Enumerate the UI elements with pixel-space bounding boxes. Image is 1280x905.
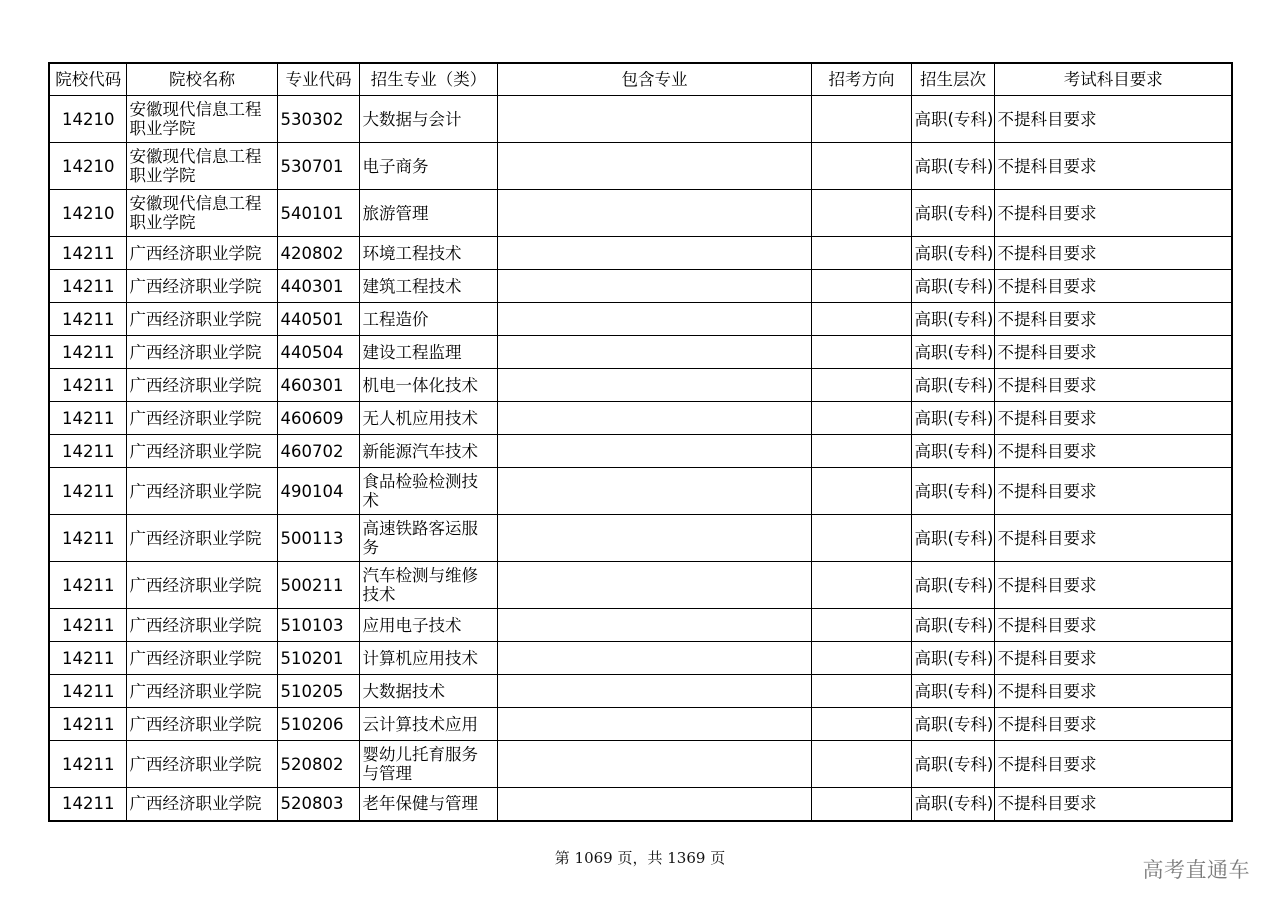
school-name-cell <box>126 237 277 270</box>
watermark-text: 高考直通车 <box>1142 858 1250 882</box>
school-name-text: 广西经济职业学院 <box>129 276 262 296</box>
major-name-cell <box>359 402 497 435</box>
major-name-text: 大数据技术 <box>362 681 445 701</box>
school-code-cell: 14211 <box>49 562 126 609</box>
major-name-text: 老年保健与管理 <box>362 794 478 814</box>
school-name-cell <box>126 336 277 369</box>
enrollment-direction-cell <box>811 642 911 675</box>
school-code-cell: 14211 <box>49 609 126 642</box>
included-majors-cell <box>497 675 811 708</box>
major-name-text: 新能源汽车技术 <box>362 441 478 461</box>
included-majors-cell <box>497 369 811 402</box>
major-code-cell: 460301 <box>277 369 359 402</box>
major-code-cell: 530701 <box>277 143 359 190</box>
level-cell: 高职(专科) <box>911 675 994 708</box>
enrollment-direction-cell <box>811 562 911 609</box>
exam-requirement-cell: 不提科目要求 <box>994 402 1232 435</box>
header-row <box>49 63 1232 96</box>
school-code-cell: 14211 <box>49 788 126 821</box>
level-cell: 高职(专科) <box>911 143 994 190</box>
school-name-cell <box>126 190 277 237</box>
enrollment-direction-cell <box>811 143 911 190</box>
exam-requirement-cell: 不提科目要求 <box>994 143 1232 190</box>
level-cell: 高职(专科) <box>911 190 994 237</box>
major-name-text: 云计算技术应用 <box>362 714 478 734</box>
included-majors-cell <box>497 190 811 237</box>
school-code-cell: 14211 <box>49 741 126 788</box>
included-majors-cell <box>497 562 811 609</box>
level-cell: 高职(专科) <box>911 237 994 270</box>
table-row <box>49 708 1232 741</box>
table-row <box>49 270 1232 303</box>
school-name-cell <box>126 96 277 143</box>
major-name-cell <box>359 303 497 336</box>
level-cell: 高职(专科) <box>911 96 994 143</box>
major-name-cell <box>359 609 497 642</box>
school-name-text: 广西经济职业学院 <box>129 754 262 774</box>
enrollment-direction-cell <box>811 270 911 303</box>
exam-requirement-cell: 不提科目要求 <box>994 708 1232 741</box>
school-code-cell: 14211 <box>49 402 126 435</box>
major-name-cell <box>359 708 497 741</box>
exam-requirement-cell: 不提科目要求 <box>994 237 1232 270</box>
included-majors-cell <box>497 741 811 788</box>
major-name-cell <box>359 435 497 468</box>
enrollment-direction-cell <box>811 609 911 642</box>
school-code-cell: 14211 <box>49 237 126 270</box>
enrollment-direction-cell <box>811 515 911 562</box>
major-name-cell <box>359 336 497 369</box>
exam-requirement-cell: 不提科目要求 <box>994 270 1232 303</box>
school-name-text: 广西经济职业学院 <box>129 681 262 701</box>
table-row <box>49 303 1232 336</box>
major-code-cell: 440301 <box>277 270 359 303</box>
enrollment-direction-cell <box>811 741 911 788</box>
school-name-cell <box>126 741 277 788</box>
major-code-cell: 520803 <box>277 788 359 821</box>
enrollment-direction-cell <box>811 369 911 402</box>
table-row <box>49 468 1232 515</box>
major-code-cell: 530302 <box>277 96 359 143</box>
included-majors-cell <box>497 143 811 190</box>
exam-requirement-cell: 不提科目要求 <box>994 369 1232 402</box>
enrollment-direction-cell <box>811 336 911 369</box>
major-code-cell: 500113 <box>277 515 359 562</box>
table-row <box>49 788 1232 821</box>
school-code-cell: 14211 <box>49 708 126 741</box>
enrollment-direction-cell <box>811 402 911 435</box>
school-name-text: 广西经济职业学院 <box>129 648 262 668</box>
major-name-cell <box>359 562 497 609</box>
enrollment-direction-cell <box>811 190 911 237</box>
school-name-cell <box>126 143 277 190</box>
major-name-text: 机电一体化技术 <box>362 375 478 395</box>
school-code-cell: 14210 <box>49 143 126 190</box>
school-code-cell: 14211 <box>49 270 126 303</box>
major-name-cell <box>359 190 497 237</box>
major-code-cell: 510103 <box>277 609 359 642</box>
level-cell: 高职(专科) <box>911 402 994 435</box>
school-name-text: 广西经济职业学院 <box>129 441 262 461</box>
exam-requirement-cell: 不提科目要求 <box>994 642 1232 675</box>
major-name-cell <box>359 237 497 270</box>
school-name-text: 广西经济职业学院 <box>129 528 262 548</box>
major-name-cell <box>359 96 497 143</box>
included-majors-cell <box>497 642 811 675</box>
included-majors-header: 包含专业 <box>497 63 811 96</box>
enrollment-direction-cell <box>811 468 911 515</box>
exam-requirement-cell: 不提科目要求 <box>994 741 1232 788</box>
school-name-cell <box>126 369 277 402</box>
school-name-text: 广西经济职业学院 <box>129 714 262 734</box>
school-code-cell: 14211 <box>49 303 126 336</box>
school-name-text: 广西经济职业学院 <box>129 615 262 635</box>
level-cell: 高职(专科) <box>911 708 994 741</box>
school-name-cell <box>126 788 277 821</box>
exam-requirement-cell: 不提科目要求 <box>994 190 1232 237</box>
school-name-text: 安徽现代信息工程职业学院 <box>129 194 262 232</box>
major-name-text: 大数据与会计 <box>362 109 462 129</box>
included-majors-cell <box>497 515 811 562</box>
major-code-cell: 500211 <box>277 562 359 609</box>
major-code-cell: 490104 <box>277 468 359 515</box>
table-row <box>49 435 1232 468</box>
major-name-cell <box>359 468 497 515</box>
enrollment-direction-cell <box>811 675 911 708</box>
school-code-header: 院校代码 <box>49 63 126 96</box>
school-name-cell <box>126 609 277 642</box>
included-majors-cell <box>497 303 811 336</box>
major-name-text: 无人机应用技术 <box>362 408 478 428</box>
level-cell: 高职(专科) <box>911 515 994 562</box>
major-name-cell <box>359 515 497 562</box>
school-name-text: 广西经济职业学院 <box>129 408 262 428</box>
included-majors-cell <box>497 336 811 369</box>
major-code-header: 专业代码 <box>277 63 359 96</box>
exam-requirement-cell: 不提科目要求 <box>994 336 1232 369</box>
enrollment-direction-cell <box>811 96 911 143</box>
school-code-cell: 14211 <box>49 369 126 402</box>
table-row <box>49 143 1232 190</box>
major-name-text: 建设工程监理 <box>362 342 462 362</box>
exam-requirement-cell: 不提科目要求 <box>994 675 1232 708</box>
major-code-cell: 420802 <box>277 237 359 270</box>
enrollment-direction-cell <box>811 303 911 336</box>
exam-requirement-cell: 不提科目要求 <box>994 303 1232 336</box>
exam-requirement-cell: 不提科目要求 <box>994 96 1232 143</box>
school-name-text: 广西经济职业学院 <box>129 309 262 329</box>
level-cell: 高职(专科) <box>911 788 994 821</box>
level-cell: 高职(专科) <box>911 468 994 515</box>
level-cell: 高职(专科) <box>911 270 994 303</box>
major-name-cell <box>359 369 497 402</box>
major-name-text: 食品检验检测技术 <box>362 472 478 510</box>
major-name-cell <box>359 143 497 190</box>
exam-requirement-cell: 不提科目要求 <box>994 515 1232 562</box>
school-name-text: 广西经济职业学院 <box>129 481 262 501</box>
exam-requirement-cell: 不提科目要求 <box>994 562 1232 609</box>
major-name-text: 旅游管理 <box>362 203 429 223</box>
major-name-text: 应用电子技术 <box>362 615 462 635</box>
major-name-text: 汽车检测与维修技术 <box>362 566 478 604</box>
major-name-text: 电子商务 <box>362 156 429 176</box>
table-row <box>49 515 1232 562</box>
exam-requirement-cell: 不提科目要求 <box>994 788 1232 821</box>
level-cell: 高职(专科) <box>911 609 994 642</box>
major-name-text: 高速铁路客运服务 <box>362 519 478 557</box>
table-header <box>49 63 1232 96</box>
major-code-cell: 460702 <box>277 435 359 468</box>
school-name-cell <box>126 402 277 435</box>
school-name-cell <box>126 468 277 515</box>
major-name-cell <box>359 270 497 303</box>
included-majors-cell <box>497 788 811 821</box>
table-row <box>49 609 1232 642</box>
table-row <box>49 642 1232 675</box>
school-code-cell: 14211 <box>49 642 126 675</box>
level-cell: 高职(专科) <box>911 303 994 336</box>
major-name-header: 招生专业（类） <box>359 63 497 96</box>
school-name-cell <box>126 515 277 562</box>
level-cell: 高职(专科) <box>911 435 994 468</box>
major-name-cell <box>359 741 497 788</box>
level-cell: 高职(专科) <box>911 369 994 402</box>
major-name-cell <box>359 642 497 675</box>
major-code-cell: 440501 <box>277 303 359 336</box>
major-name-cell <box>359 675 497 708</box>
school-code-cell: 14211 <box>49 675 126 708</box>
major-name-text: 工程造价 <box>362 309 429 329</box>
school-code-cell: 14211 <box>49 336 126 369</box>
exam-requirement-cell: 不提科目要求 <box>994 468 1232 515</box>
major-code-cell: 510205 <box>277 675 359 708</box>
table-row <box>49 96 1232 143</box>
table-body <box>49 96 1232 821</box>
table-row <box>49 402 1232 435</box>
major-code-cell: 540101 <box>277 190 359 237</box>
school-code-cell: 14211 <box>49 435 126 468</box>
major-code-cell: 510206 <box>277 708 359 741</box>
major-code-cell: 440504 <box>277 336 359 369</box>
enrollment-direction-cell <box>811 237 911 270</box>
included-majors-cell <box>497 708 811 741</box>
table-row <box>49 369 1232 402</box>
page-number-footer: 第 1069 页，共 1369 页 <box>554 849 726 867</box>
included-majors-cell <box>497 96 811 143</box>
major-name-text: 计算机应用技术 <box>362 648 478 668</box>
school-name-cell <box>126 562 277 609</box>
school-code-cell: 14211 <box>49 515 126 562</box>
included-majors-cell <box>497 270 811 303</box>
school-name-cell <box>126 270 277 303</box>
school-name-text: 广西经济职业学院 <box>129 342 262 362</box>
major-code-cell: 460609 <box>277 402 359 435</box>
level-cell: 高职(专科) <box>911 741 994 788</box>
school-name-text: 广西经济职业学院 <box>129 375 262 395</box>
school-name-header: 院校名称 <box>126 63 277 96</box>
school-name-text: 广西经济职业学院 <box>129 243 262 263</box>
major-name-cell <box>359 788 497 821</box>
major-name-text: 建筑工程技术 <box>362 276 462 296</box>
enrollment-plan-table <box>48 62 1233 822</box>
school-name-cell <box>126 675 277 708</box>
enrollment-direction-cell <box>811 708 911 741</box>
included-majors-cell <box>497 609 811 642</box>
major-code-cell: 510201 <box>277 642 359 675</box>
school-name-text: 安徽现代信息工程职业学院 <box>129 100 262 138</box>
exam-requirement-header: 考试科目要求 <box>994 63 1232 96</box>
major-name-text: 环境工程技术 <box>362 243 462 263</box>
school-name-cell <box>126 435 277 468</box>
school-name-text: 安徽现代信息工程职业学院 <box>129 147 262 185</box>
exam-requirement-cell: 不提科目要求 <box>994 609 1232 642</box>
school-code-cell: 14210 <box>49 96 126 143</box>
included-majors-cell <box>497 402 811 435</box>
level-cell: 高职(专科) <box>911 336 994 369</box>
enrollment-direction-cell <box>811 788 911 821</box>
included-majors-cell <box>497 468 811 515</box>
school-name-cell <box>126 303 277 336</box>
school-name-text: 广西经济职业学院 <box>129 794 262 814</box>
school-name-cell <box>126 642 277 675</box>
level-cell: 高职(专科) <box>911 562 994 609</box>
table-row <box>49 336 1232 369</box>
school-name-cell <box>126 708 277 741</box>
included-majors-cell <box>497 435 811 468</box>
school-code-cell: 14210 <box>49 190 126 237</box>
table-row <box>49 562 1232 609</box>
included-majors-cell <box>497 237 811 270</box>
enrollment-direction-cell <box>811 435 911 468</box>
major-code-cell: 520802 <box>277 741 359 788</box>
table-row <box>49 237 1232 270</box>
table-row <box>49 675 1232 708</box>
table-row <box>49 741 1232 788</box>
school-code-cell: 14211 <box>49 468 126 515</box>
exam-requirement-cell: 不提科目要求 <box>994 435 1232 468</box>
level-cell: 高职(专科) <box>911 642 994 675</box>
level-header: 招生层次 <box>911 63 994 96</box>
school-name-text: 广西经济职业学院 <box>129 575 262 595</box>
table-row <box>49 190 1232 237</box>
major-name-text: 婴幼儿托育服务与管理 <box>362 745 478 783</box>
enrollment-direction-header: 招考方向 <box>811 63 911 96</box>
